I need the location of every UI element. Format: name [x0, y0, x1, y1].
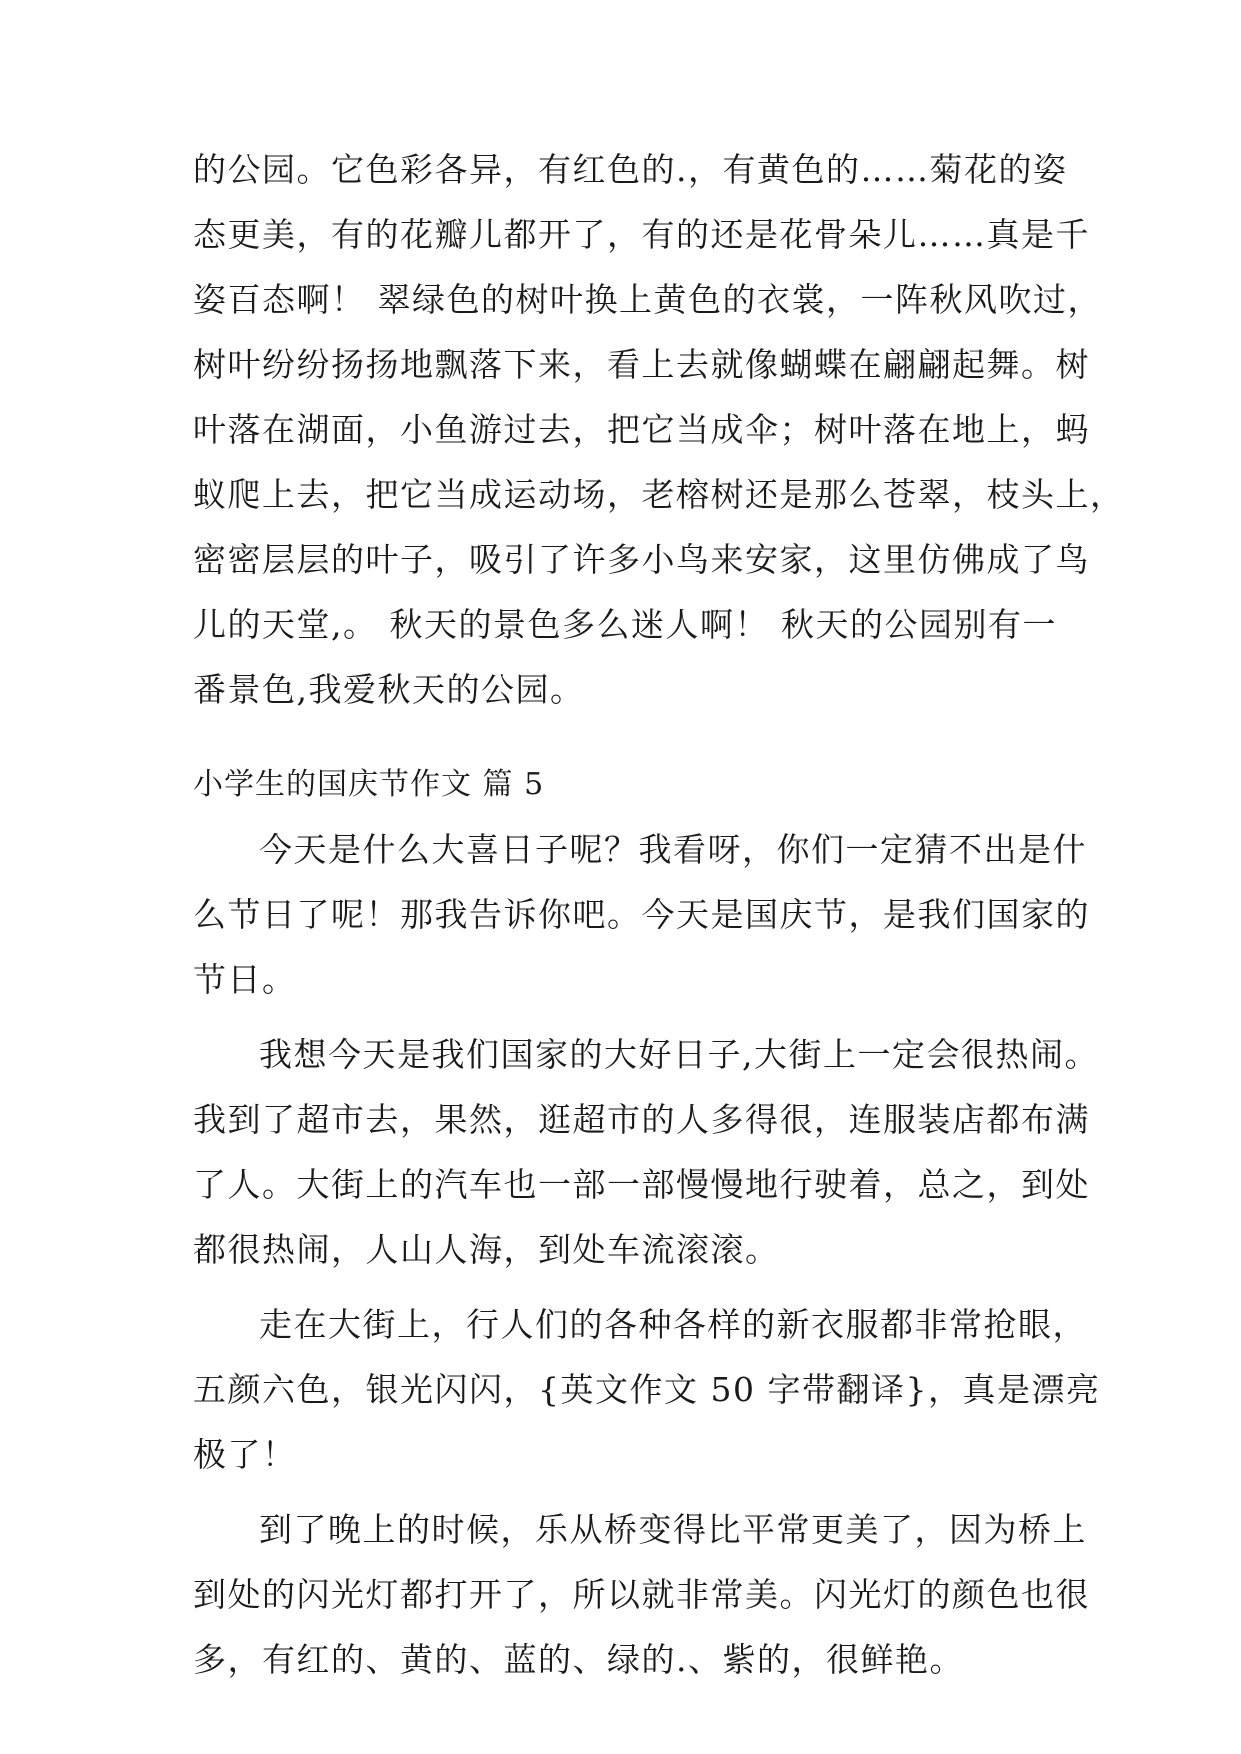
- text-line: 么节日了呢！那我告诉你吧。今天是国庆节，是我们国家的: [193, 895, 1090, 934]
- text-line: 都很热闹，人山人海，到处车流滚滚。: [193, 1230, 780, 1269]
- text-line: 蚁爬上去，把它当成运动场，老榕树还是那么苍翠，枝头上，: [193, 475, 1125, 514]
- text-line: 番景色,我爱秋天的公园。: [193, 670, 585, 709]
- text-line: 走在大街上，行人们的各种各样的新衣服都非常抢眼，: [259, 1305, 1087, 1344]
- text-line: 了人。大街上的汽车也一部一部慢慢地行驶着，总之，到处: [193, 1165, 1090, 1204]
- text-line: 儿的天堂,。 秋天的景色多么迷人啊！ 秋天的公园别有一: [193, 605, 1057, 644]
- text-line: 态更美，有的花瓣儿都开了，有的还是花骨朵儿……真是千: [193, 215, 1090, 254]
- text-line: 五颜六色，银光闪闪，{英文作文 50 字带翻译}，真是漂亮: [193, 1370, 1101, 1409]
- text-line: 树叶纷纷扬扬地飘落下来，看上去就像蝴蝶在翩翩起舞。树: [193, 345, 1090, 384]
- section-heading: 小学生的国庆节作文 篇 5: [193, 767, 545, 802]
- text-line: 我想今天是我们国家的大好日子,大街上一定会很热闹。: [259, 1035, 1099, 1074]
- text-line: 到了晚上的时候，乐从桥变得比平常更美了，因为桥上: [259, 1510, 1087, 1549]
- text-line: 密密层层的叶子，吸引了许多小鸟来安家，这里仿佛成了鸟: [193, 540, 1090, 579]
- text-line: 的公园。它色彩各异，有红色的.，有黄色的……菊花的姿: [193, 150, 1068, 189]
- text-line: 极了！: [193, 1435, 297, 1474]
- text-line: 我到了超市去，果然，逛超市的人多得很，连服装店都布满: [193, 1100, 1090, 1139]
- text-line: 姿百态啊！ 翠绿色的树叶换上黄色的衣裳，一阵秋风吹过，: [193, 280, 1102, 319]
- text-line: 到处的闪光灯都打开了，所以就非常美。闪光灯的颜色也很: [193, 1575, 1090, 1614]
- text-line: 今天是什么大喜日子呢？我看呀，你们一定猜不出是什: [259, 830, 1087, 869]
- text-line: 多，有红的、黄的、蓝的、绿的.、紫的，很鲜艳。: [193, 1640, 964, 1679]
- text-line: 节日。: [193, 960, 297, 999]
- text-line: 叶落在湖面，小鱼游过去，把它当成伞；树叶落在地上，蚂: [193, 410, 1090, 449]
